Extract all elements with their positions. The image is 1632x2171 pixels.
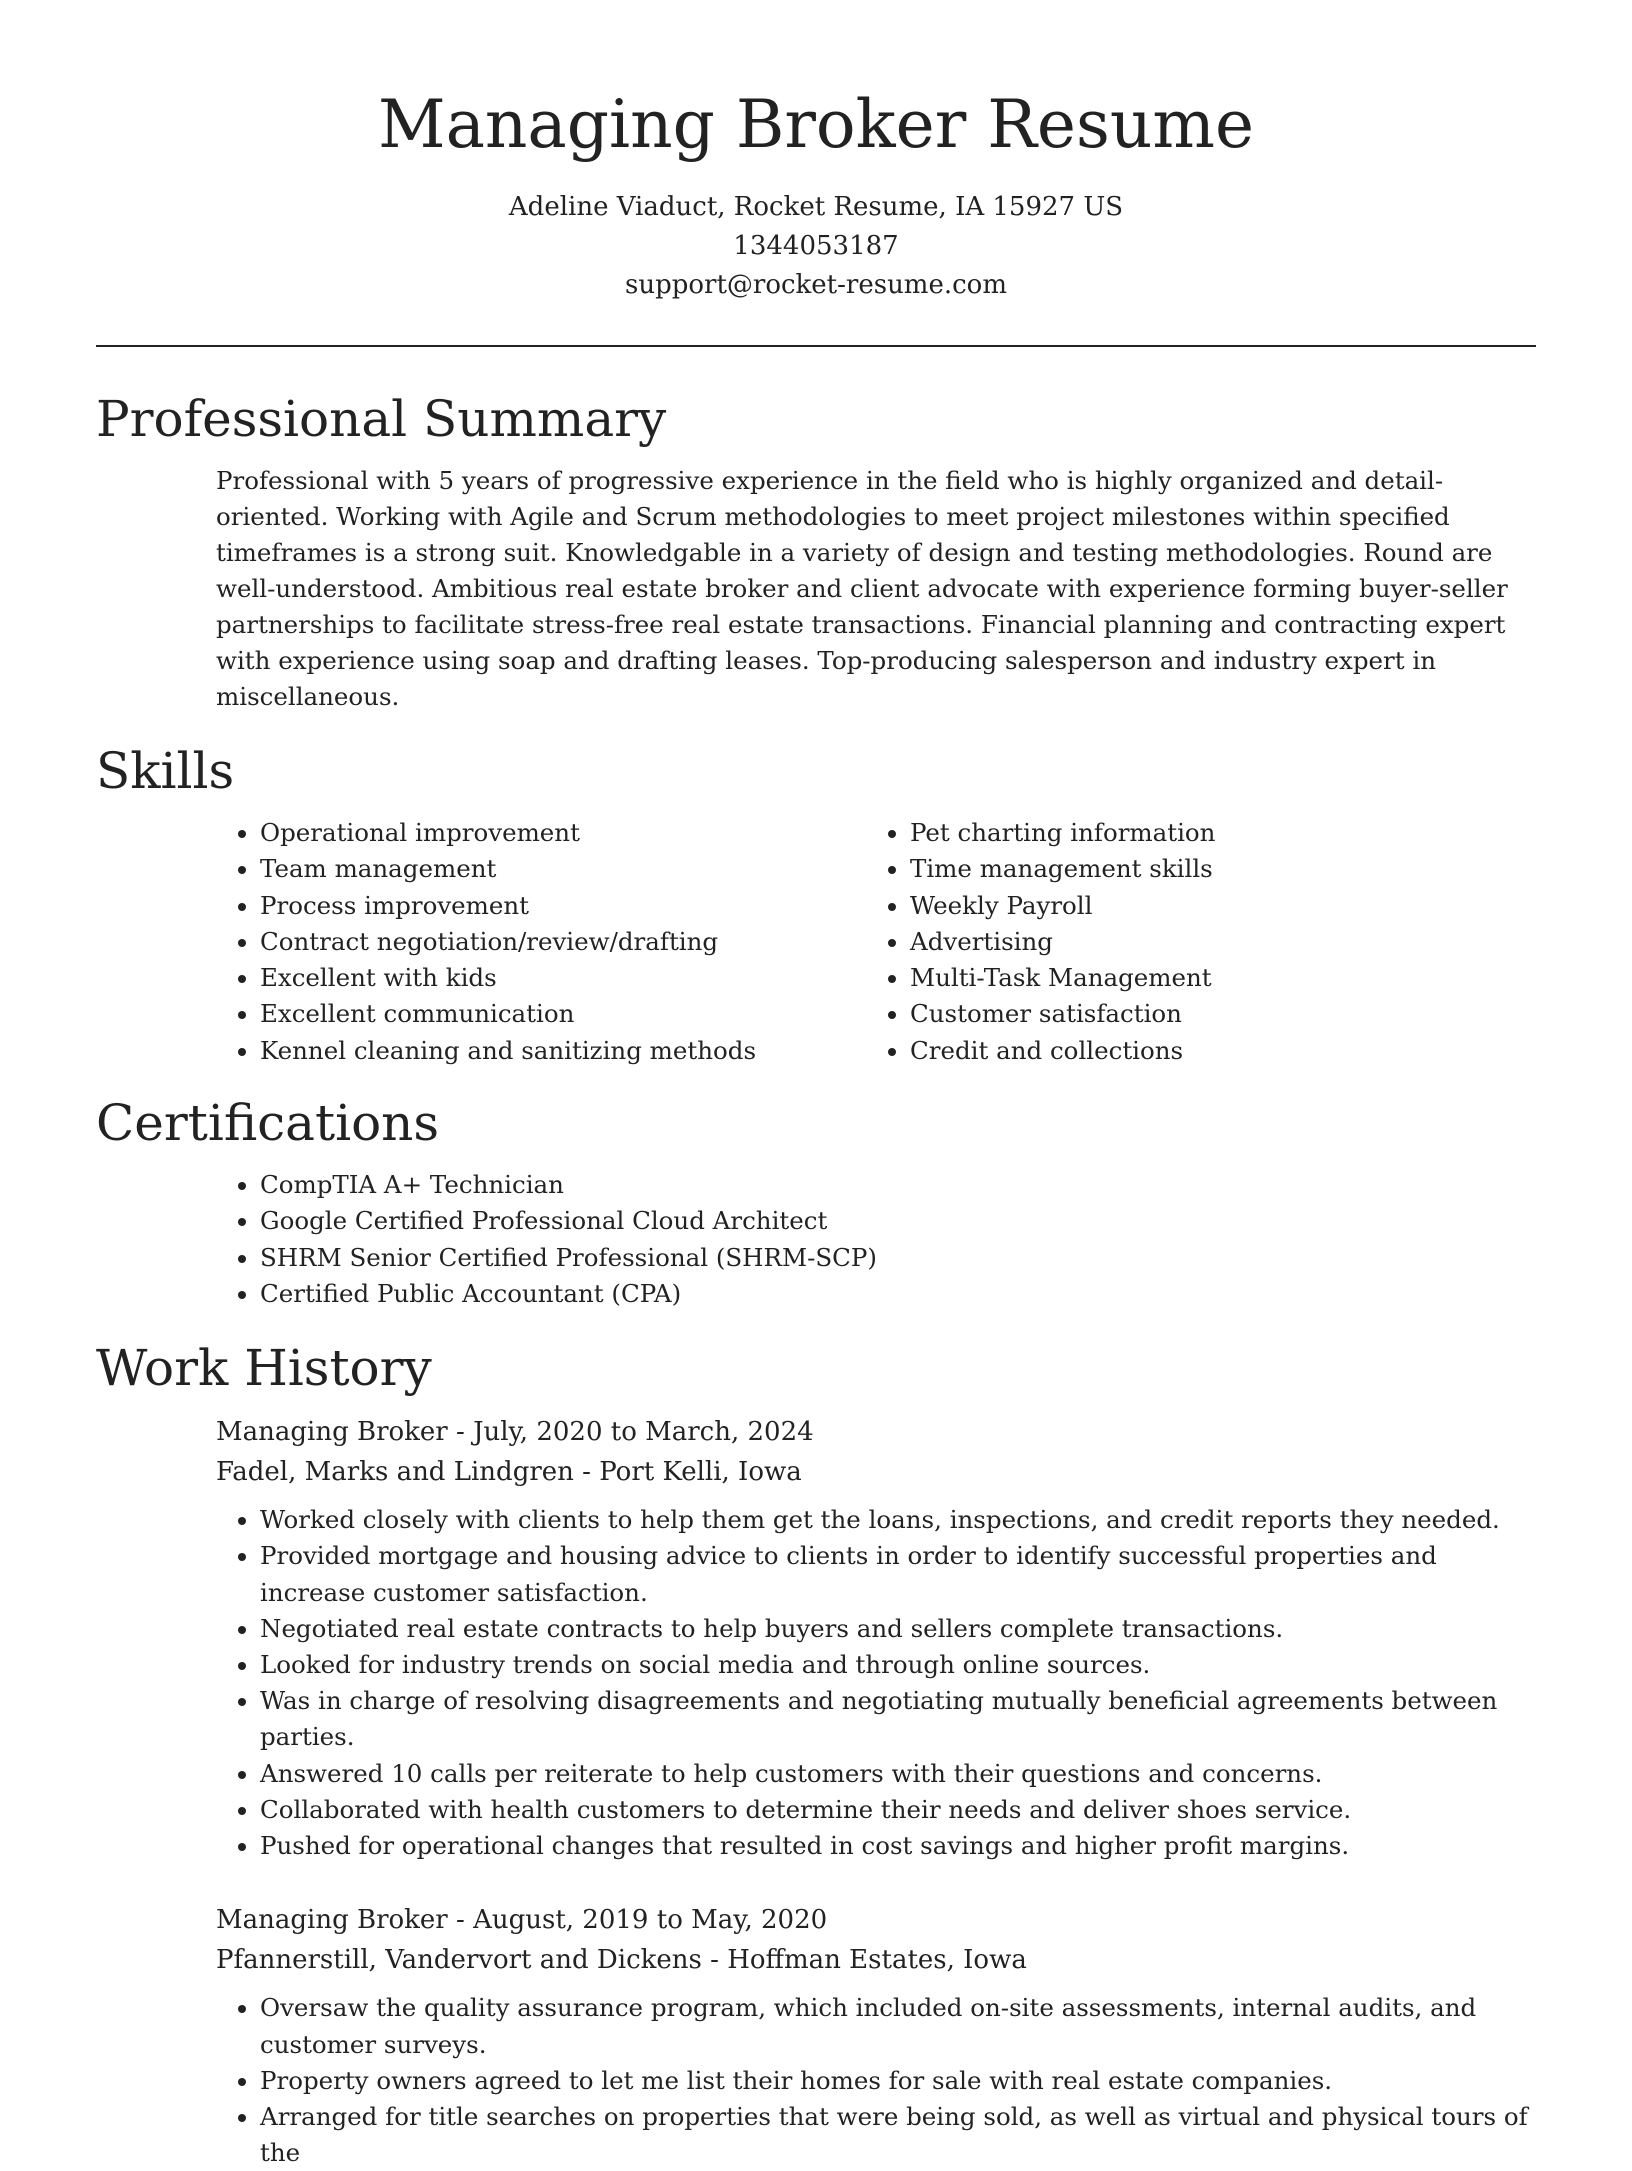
job-bullets bbox=[216, 1502, 1536, 1864]
job-title-line: Managing Broker - July, 2020 to March, 2024 bbox=[216, 1417, 814, 1448]
job-bullet: • Negotiated real estate contracts to help buyers and sellers complete transactions. bbox=[260, 1611, 1536, 1647]
section-title-work-history: Work History bbox=[96, 1339, 432, 1398]
job-location: Hoffman Estates, Iowa bbox=[727, 1945, 1027, 1976]
skill-item: • Advertising bbox=[910, 924, 1215, 960]
skill-item: • Credit and collections bbox=[910, 1033, 1215, 1069]
job-dates: July, 2020 to March, 2024 bbox=[473, 1417, 814, 1448]
skill-item: • Excellent with kids bbox=[260, 960, 866, 996]
job-title-line: Managing Broker - August, 2019 to May, 2020 bbox=[216, 1905, 828, 1936]
contact-info bbox=[96, 188, 1536, 305]
resume-title: Managing Broker Resume bbox=[377, 86, 1254, 163]
job-role: Managing Broker bbox=[216, 1905, 448, 1936]
certification-item: • Google Certified Professional Cloud Architect bbox=[260, 1203, 1536, 1239]
contact-email: support@rocket-resume.com bbox=[624, 270, 1007, 300]
certifications-list bbox=[216, 1167, 1536, 1312]
resume-page bbox=[96, 0, 1536, 2171]
header-divider bbox=[96, 345, 1536, 347]
job-bullet: • Was in charge of resolving disagreements and negotiating mutually beneficial agreements between parties. bbox=[260, 1683, 1536, 1755]
section-title-summary: Professional Summary bbox=[96, 390, 667, 448]
job-company-line: Fadel, Marks and Lindgren - Port Kelli, Iowa bbox=[216, 1457, 802, 1488]
skill-item: • Team management bbox=[260, 851, 866, 887]
skill-item: • Pet charting information bbox=[910, 815, 1215, 851]
certification-item: • SHRM Senior Certified Professional (SHRM-SCP) bbox=[260, 1240, 1536, 1276]
job-bullet: • Worked closely with clients to help them get the loans, inspections, and credit reports they needed. bbox=[260, 1502, 1536, 1538]
certification-item: • Certified Public Accountant (CPA) bbox=[260, 1276, 1536, 1312]
skills-list bbox=[216, 815, 1536, 1069]
section-title-skills: Skills bbox=[96, 742, 235, 800]
resume-header bbox=[96, 0, 1536, 305]
skill-item: • Weekly Payroll bbox=[910, 888, 1215, 924]
skill-item: • Excellent communication bbox=[260, 996, 866, 1032]
job-bullet: • Property owners agreed to let me list their homes for sale with real estate companies. bbox=[260, 2063, 1536, 2099]
skills-column-left bbox=[216, 815, 866, 1069]
skill-item: • Multi-Task Management bbox=[910, 960, 1215, 996]
certification-item: • CompTIA A+ Technician bbox=[260, 1167, 1536, 1203]
job-bullet: • Oversaw the quality assurance program, which included on-site assessments, internal audits, and customer surveys. bbox=[260, 1990, 1536, 2062]
job-location: Port Kelli, Iowa bbox=[599, 1457, 802, 1488]
job-dates: August, 2019 to May, 2020 bbox=[473, 1905, 828, 1936]
job-company: Pfannerstill, Vandervort and Dickens bbox=[216, 1945, 702, 1976]
skill-item: • Operational improvement bbox=[260, 815, 866, 851]
job-company: Fadel, Marks and Lindgren bbox=[216, 1457, 574, 1488]
job-bullet: • Answered 10 calls per reiterate to help customers with their questions and concerns. bbox=[260, 1756, 1536, 1792]
job-entry bbox=[216, 1412, 1536, 1864]
section-title-certifications: Certifications bbox=[96, 1094, 440, 1153]
contact-address: Adeline Viaduct, Rocket Resume, IA 15927 US bbox=[508, 192, 1124, 222]
job-bullet: • Looked for industry trends on social media and through online sources. bbox=[260, 1647, 1536, 1683]
skill-item: • Customer satisfaction bbox=[910, 996, 1215, 1032]
job-bullets bbox=[216, 1990, 1536, 2171]
skill-item: • Time management skills bbox=[910, 851, 1215, 887]
job-bullet: • Collaborated with health customers to determine their needs and deliver shoes service. bbox=[260, 1792, 1536, 1828]
job-bullet: • Pushed for operational changes that resulted in cost savings and higher profit margins. bbox=[260, 1828, 1536, 1864]
skill-item: • Kennel cleaning and sanitizing methods bbox=[260, 1033, 866, 1069]
job-bullet: • Arranged for title searches on properties that were being sold, as well as virtual and physical tours of the bbox=[260, 2099, 1536, 2171]
job-bullet: • Provided mortgage and housing advice to clients in order to identify successful properties and increase customer satisfaction. bbox=[260, 1538, 1536, 1610]
job-entry bbox=[216, 1900, 1536, 2171]
skill-item: • Contract negotiation/review/drafting bbox=[260, 924, 866, 960]
summary-text: Professional with 5 years of progressive experience in the field who is highly organized and detail-oriented. Working with Agile and Scrum methodologies to meet project milestones within specified timeframes is a strong suit. Knowledgable in a variety of design and testing methodologies. Round are well-understood. Ambitious real estate broker and client advocate with experience forming buyer-seller partnerships to facilitate stress-free real estate transactions. Financial planning and contracting expert with experience using soap and drafting leases. Top-producing salesperson and industry expert in miscellaneous. bbox=[216, 466, 1508, 711]
contact-phone: 1344053187 bbox=[733, 231, 899, 261]
job-role: Managing Broker bbox=[216, 1417, 448, 1448]
skill-item: • Process improvement bbox=[260, 888, 866, 924]
skills-column-right bbox=[866, 815, 1215, 1069]
job-company-line: Pfannerstill, Vandervort and Dickens - Hoffman Estates, Iowa bbox=[216, 1945, 1027, 1976]
